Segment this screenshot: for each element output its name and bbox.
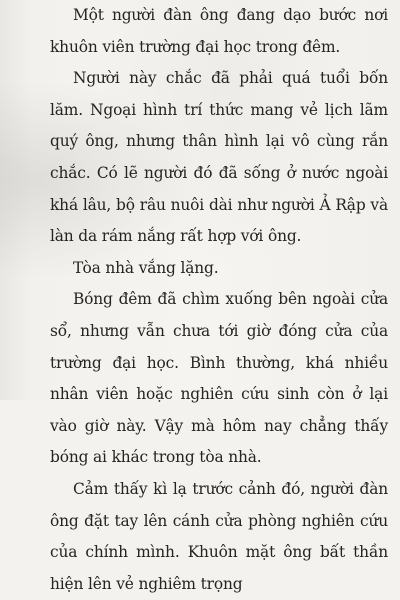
paragraph-3: Tòa nhà vắng lặng. [73,258,219,277]
paragraph-4: Bóng đêm đã chìm xuống bên ngoài cửa sổ, nhưng vẫn chưa tới giờ đóng cửa của trường đại học. Bình thường, khá nhiều nhân viên hoặc nghiên cứu sinh còn ở lại vào giờ này. Vậy mà hôm nay chẳng thấy bóng ai khác trong tòa nhà. [50,290,388,467]
body-text [50,0,388,600]
paragraph-2: Người này chắc đã phải quá tuổi bốn lăm. Ngoại hình trí thức mang vẻ lịch lãm quý ông, nhưng thân hình lại vô cùng rắn chắc. Có lẽ người đó đã sống ở nước ngoài khá lâu, bộ râu nuôi dài như người Ả Rập và làn da rám nắng rất hợp với ông. [50,69,388,246]
paragraph-1: Một người đàn ông đang dạo bước nơi khuôn viên trường đại học trong đêm. [50,6,388,56]
paragraph-5: Cảm thấy kì lạ trước cảnh đó, người đàn ông đặt tay lên cánh cửa phòng nghiên cứu của chính mình. Khuôn mặt ông bất thần hiện lên vẻ nghiêm trọng [50,479,388,593]
